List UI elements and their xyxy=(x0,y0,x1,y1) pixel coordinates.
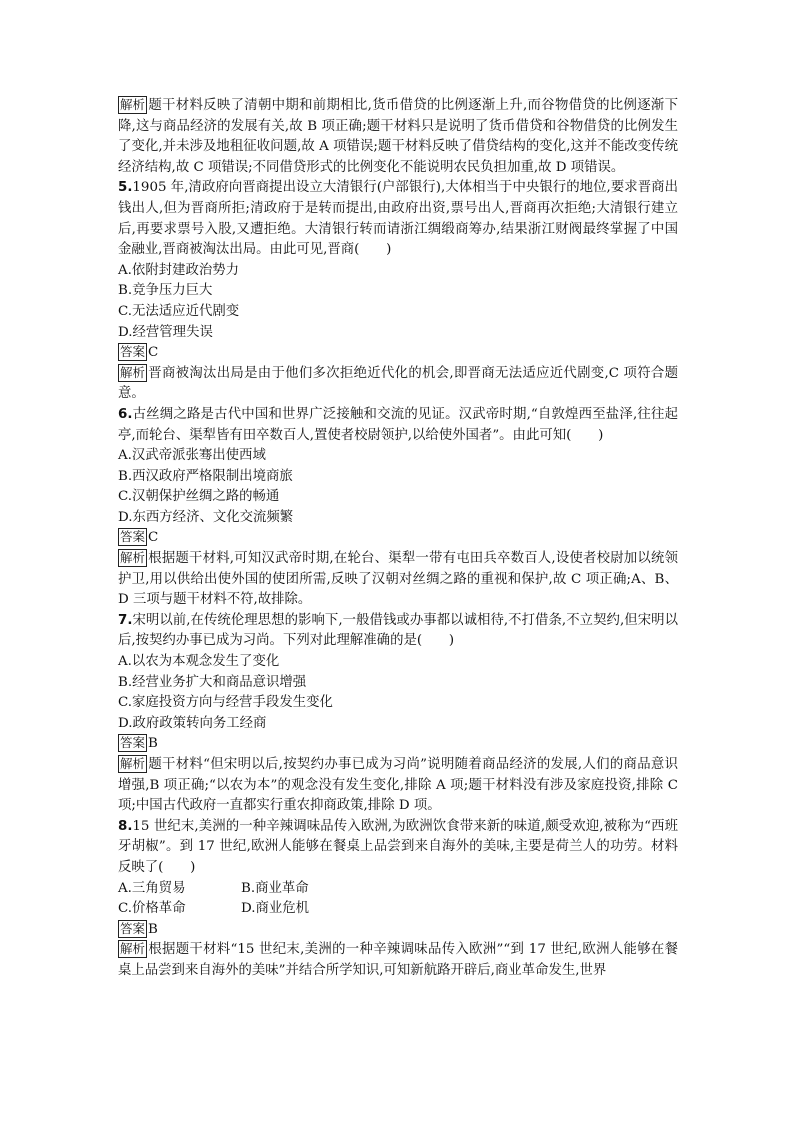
q8-options-row-2 xyxy=(118,899,678,920)
q5-stem xyxy=(118,178,678,260)
q6-option-d: D.东西方经济、文化交流频繁 xyxy=(118,509,294,525)
q7-stem xyxy=(118,611,678,652)
q5-option-d: D.经营管理失误 xyxy=(118,324,213,340)
q4-analysis xyxy=(118,96,678,178)
analysis-tag: 解析 xyxy=(120,364,146,380)
question-number: 6. xyxy=(118,406,133,422)
question-text: 1905 年,清政府向晋商提出设立大清银行(户部银行),大体相当于中央银行的地位,要求晋商出钱出人,但为晋商所拒;清政府于是转而提出,由政府出资,票号出人,晋商再次拒绝;大清银行建立后,再要求票号入股,又遭拒绝。大清银行转而请浙江绸缎商筹办,结果浙江财阀最终掌握了中国金融业,晋商被淘汰出局。由此可见,晋商( ) xyxy=(118,180,678,258)
answer-value: B xyxy=(148,921,158,937)
q8-option-a: A.三角贸易 xyxy=(118,880,186,896)
q6-option-b: B.西汉政府严格限制出境商旅 xyxy=(118,468,293,484)
question-number: 7. xyxy=(118,612,133,628)
q7-option-a: A.以农为本观念发生了变化 xyxy=(118,654,280,670)
q6-option-a: A.汉武帝派张骞出使西域 xyxy=(118,448,266,464)
analysis-tag: 解析 xyxy=(120,97,146,112)
answer-value: B xyxy=(148,736,158,752)
q6-stem xyxy=(118,405,678,446)
q6-analysis xyxy=(118,549,678,611)
answer-value: C xyxy=(148,530,159,546)
q6-answer xyxy=(118,528,678,549)
q7-analysis xyxy=(118,755,678,817)
q7-option-d: D.政府政策转向务工经商 xyxy=(118,715,267,731)
q8-option-b: B.商业革命 xyxy=(241,880,309,896)
q7-option-c: C.家庭投资方向与经营手段发生变化 xyxy=(118,695,333,711)
q8-options-row-1 xyxy=(118,879,678,900)
q8-stem xyxy=(118,817,678,879)
question-number: 8. xyxy=(118,818,133,834)
analysis-tag: 解析 xyxy=(120,941,146,957)
document-page xyxy=(118,96,678,982)
q8-option-c: C.价格革命 xyxy=(118,901,186,917)
analysis-text: 根据题干材料“15 世纪末,美洲的一种辛辣调味品传入欧洲”“到 17 世纪,欧洲人能够在餐桌上品尝到来自海外的美味”并结合所学知识,可知新航路开辟后,商业革命发生,世界 xyxy=(118,942,678,978)
q8-answer xyxy=(118,920,678,941)
q5-option-a: A.依附封建政治势力 xyxy=(118,262,240,278)
q5-analysis xyxy=(118,364,678,405)
question-text: 15 世纪末,美洲的一种辛辣调味品传入欧洲,为欧洲饮食带来新的味道,颇受欢迎,被称为“西班牙胡椒”。到 17 世纪,欧洲人能够在餐桌上品尝到来自海外的美味,主要是荷兰人的功劳。材料反映了( ) xyxy=(118,818,678,875)
q7-answer xyxy=(118,734,678,755)
analysis-tag: 解析 xyxy=(120,756,146,771)
answer-value: C xyxy=(148,345,159,361)
analysis-text: 题干材料反映了清朝中期和前期相比,货币借贷的比例逐渐上升,而谷物借贷的比例逐渐下降,这与商品经济的发展有关,故 B 项正确;题干材料只是说明了货币借贷和谷物借贷的比例发生了变化,并未涉及地租征收问题,故 A 项错误;题干材料反映了借贷结构的变化,这并不能改变传统经济结构,故 C 项错误;不同借贷形式的比例变化不能说明农民负担加重,故 D 项错误。 xyxy=(118,98,678,175)
q8-analysis xyxy=(118,940,678,981)
analysis-text: 题干材料“但宋明以后,按契约办事已成为习尚”说明随着商品经济的发展,人们的商品意识增强,B 项正确;“以农为本”的观念没有发生变化,排除 A 项;题干材料没有涉及家庭投资,排除 C 项;中国古代政府一直都实行重农抑商政策,排除 D 项。 xyxy=(118,757,678,814)
analysis-tag: 解析 xyxy=(120,550,146,566)
q8-option-d: D.商业危机 xyxy=(241,901,310,917)
answer-tag: 答案 xyxy=(120,735,146,751)
q5-option-b: B.竞争压力巨大 xyxy=(118,283,213,299)
question-text: 宋明以前,在传统伦理思想的影响下,一般借钱或办事都以诚相待,不打借条,不立契约,但宋明以后,按契约办事已成为习尚。下列对此理解准确的是( ) xyxy=(118,612,678,649)
analysis-text: 晋商被淘汰出局是由于他们多次拒绝近代化的机会,即晋商无法适应近代剧变,C 项符合题意。 xyxy=(118,365,678,402)
q7-option-b: B.经营业务扩大和商品意识增强 xyxy=(118,674,307,690)
answer-tag: 答案 xyxy=(120,529,146,545)
answer-tag: 答案 xyxy=(120,920,146,936)
q5-option-c: C.无法适应近代剧变 xyxy=(118,303,240,319)
question-text: 古丝绸之路是古代中国和世界广泛接触和交流的见证。汉武帝时期,“自敦煌西至盐泽,往往起亭,而轮台、渠犁皆有田卒数百人,置使者校尉领护,以给使外国者”。由此可知( ) xyxy=(118,406,678,443)
q6-option-c: C.汉朝保护丝绸之路的畅通 xyxy=(118,489,280,505)
q5-answer xyxy=(118,343,678,364)
analysis-text: 根据题干材料,可知汉武帝时期,在轮台、渠犁一带有屯田兵卒数百人,设使者校尉加以统领护卫,用以供给出使外国的使团所需,反映了汉朝对丝绸之路的重视和保护,故 C 项正确;A、B、D 三项与题干材料不符,故排除。 xyxy=(118,551,678,608)
answer-tag: 答案 xyxy=(120,344,146,360)
question-number: 5. xyxy=(118,180,133,196)
